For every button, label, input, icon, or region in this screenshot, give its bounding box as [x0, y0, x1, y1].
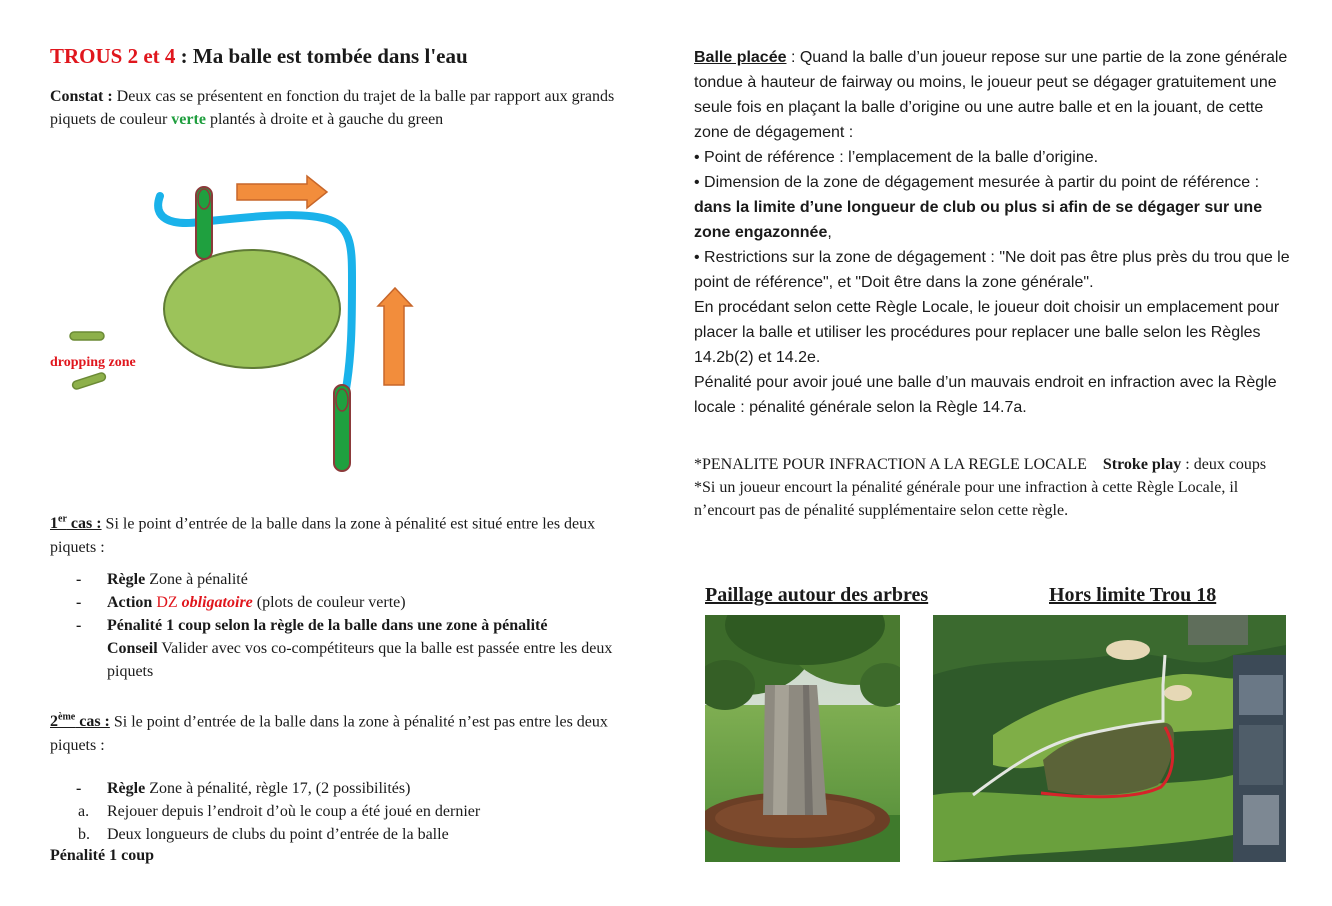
cas2-mark-a: a.: [78, 803, 90, 820]
cas1-conseil-text: Valider avec vos co-compétiteurs que la balle est passée entre les deux piquets: [107, 640, 613, 680]
dropping-zone-label: dropping zone: [50, 355, 136, 370]
photo-tree-mulch: [705, 615, 900, 862]
balle-placee-section: [694, 45, 1294, 420]
dz-marker-top: [70, 332, 104, 340]
cas1-action-label: Action: [107, 594, 153, 611]
cas2-paragraph: [50, 706, 640, 758]
list-item: [74, 823, 644, 846]
arrow-right: [237, 176, 327, 208]
list-item: - Règle Zone à pénalité, règle 17, (2 possibilités): [76, 780, 411, 797]
dimension-bold: dans la limite d’une longueur de club ou plus si afin de se dégager sur une zone engazonnée: [694, 199, 1263, 241]
cas1-heading: [50, 515, 102, 532]
cas2-mark-b: b.: [78, 826, 90, 843]
cas1-obligatoire: obligatoire: [177, 594, 253, 611]
putting-green: [164, 250, 340, 368]
constat-paragraph: [50, 85, 640, 131]
photo-aerial-hole-18: [933, 615, 1286, 862]
bullet-reference: • Point de référence : l’emplacement de la balle d’origine.: [694, 149, 1099, 166]
stroke-play-penalty: : deux coups: [1181, 456, 1267, 473]
balle-placee-label: Balle placée: [694, 49, 787, 66]
dimension-post: ,: [827, 224, 832, 241]
stake-bottom-head: [336, 389, 348, 411]
list-item: - Règle Zone à pénalité: [76, 571, 248, 588]
cas1-penalty: Pénalité 1 coup selon la règle de la balle dans une zone à pénalité: [107, 617, 548, 634]
cas1-list: [74, 568, 644, 683]
cas2-option-b: Deux longueurs de clubs du point d’entrée de la balle: [107, 826, 449, 843]
page-title: [50, 44, 468, 69]
constat-green-word: verte: [171, 111, 206, 128]
constat-label: Constat :: [50, 88, 113, 105]
penalty-line1: [694, 453, 1294, 476]
cas1-text: Si le point d’entrée de la balle dans la zone à pénalité est situé entre les deux piquets :: [50, 515, 596, 557]
penalty-paragraph: Pénalité pour avoir joué une balle d’un mauvais endroit en infraction avec la Règle locale : pénalité générale selon la Règle 14.7a.: [694, 374, 1277, 416]
cas2-list: [74, 777, 644, 846]
balle-placee-text: : Quand la balle d’un joueur repose sur une partie de la zone générale tondue à hauteur de fairway ou moins, le joueur peut se dégager gratuitement une seule fois en plaçant la balle d’origine ou une autre balle et en la jouant, de cette zone de dégagement :: [694, 49, 1288, 141]
list-item: [74, 800, 644, 823]
cas1-dz: DZ: [152, 594, 178, 611]
arrow-up: [378, 288, 412, 385]
list-item: - Action DZ obligatoire (plots de couleur verte): [76, 594, 406, 611]
cas1-num: 1: [50, 515, 58, 533]
cas1-rule-label: Règle: [107, 571, 146, 588]
bullet-dimension: [694, 170, 1294, 245]
procedure-paragraph: En procédant selon cette Règle Locale, le joueur doit choisir un emplacement pour placer la balle et utiliser les procédures pour replacer une balle selon les Règles 14.2b(2) et 14.2e.: [694, 299, 1280, 366]
cas2-text: Si le point d’entrée de la balle dans la zone à pénalité n’est pas entre les deux piquets :: [50, 713, 608, 755]
penalty-heading: *PENALITE POUR INFRACTION A LA REGLE LOCALE: [694, 456, 1087, 473]
stroke-play-label: Stroke play: [1102, 456, 1182, 473]
cas2-rule-text: Zone à pénalité, règle 17, (2 possibilités): [145, 780, 411, 797]
cas1-conseil-label: Conseil: [107, 640, 158, 657]
hole-diagram: [0, 160, 440, 480]
cas2-rule-label: Règle: [107, 780, 146, 797]
penalty-line2: *Si un joueur encourt la pénalité générale pour une infraction à cette Règle Locale, il n’encourt pas de pénalité supplémentaire selon cette règle.: [694, 479, 1239, 519]
title-holes: TROUS 2 et 4: [50, 44, 176, 68]
cas1-paragraph: [50, 508, 640, 560]
cas1-sup: er: [58, 514, 67, 525]
local-rule-penalty: [694, 453, 1294, 522]
list-item: - Pénalité 1 coup selon la règle de la balle dans une zone à pénalité Conseil Valider avec vos co-compétiteurs que la balle est passée entre les deux piquets: [76, 617, 613, 680]
cas2-penalty: Pénalité 1 coup: [50, 847, 154, 864]
photo-caption-mulch: Paillage autour des arbres: [705, 584, 929, 606]
balle-placee-intro: [694, 45, 1294, 145]
cas1-rule-text: Zone à pénalité: [145, 571, 248, 588]
cas1-action-text: (plots de couleur verte): [252, 594, 406, 611]
cas1-word: cas :: [66, 515, 102, 533]
cas2-sup: ème: [58, 712, 76, 723]
cas2-word: cas :: [75, 713, 110, 731]
cas2-option-a: Rejouer depuis l’endroit d’où le coup a été joué en dernier: [107, 803, 481, 820]
photo-caption-out-of-bounds: Hors limite Trou 18: [1049, 584, 1217, 606]
cas2-num: 2: [50, 713, 58, 731]
constat-text-before: Deux cas se présentent en fonction du trajet de la balle par rapport aux grands piquets de couleur: [50, 88, 615, 128]
dz-marker-bottom: [72, 372, 107, 390]
stake-top-head: [198, 189, 210, 209]
dimension-text: • Dimension de la zone de dégagement mesurée à partir du point de référence :: [694, 174, 1260, 191]
title-subject: : Ma balle est tombée dans l'eau: [175, 44, 468, 68]
cas2-heading: [50, 713, 110, 730]
constat-text-after: plantés à droite et à gauche du green: [205, 111, 444, 128]
bullet-restrictions: • Restrictions sur la zone de dégagement : "Ne doit pas être plus près du trou que le point de référence", et "Doit être dans la zone générale".: [694, 249, 1290, 291]
